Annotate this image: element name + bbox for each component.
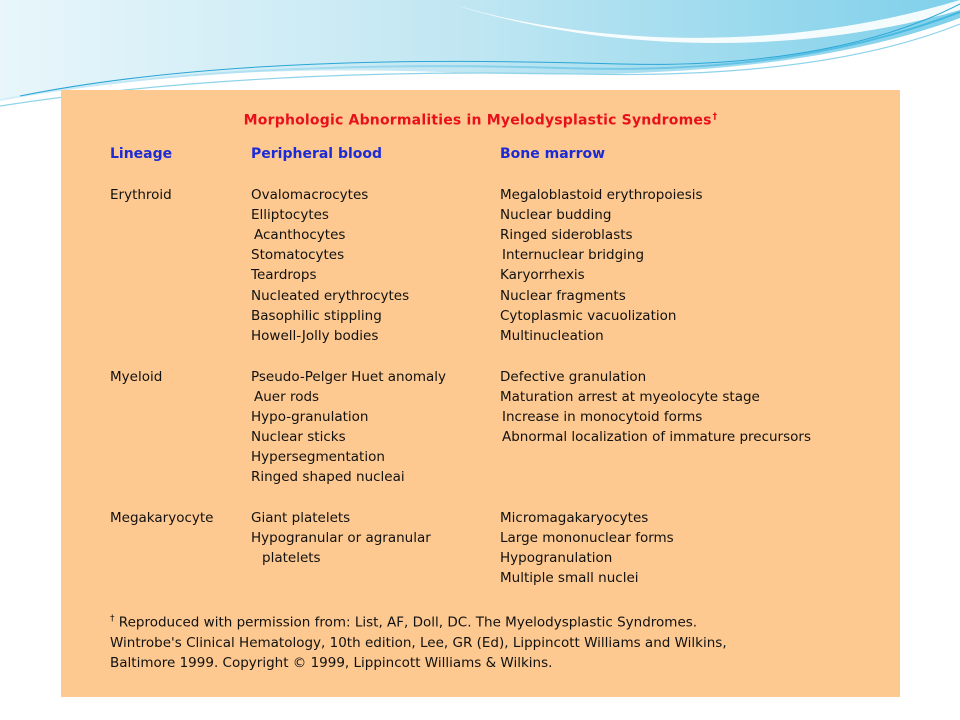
marrow-item: Karyorrhexis <box>500 267 585 283</box>
peripheral-item: Hypo-granulation <box>251 409 369 425</box>
marrow-item: Internuclear bridging <box>502 247 645 263</box>
title-footnote-mark: † <box>712 112 718 122</box>
marrow-item: Micromagakaryocytes <box>500 510 649 526</box>
marrow-item: Nuclear fragments <box>500 288 626 304</box>
marrow-item: Megaloblastoid erythropoiesis <box>500 187 703 203</box>
peripheral-item: Ovalomacrocytes <box>251 187 369 203</box>
lineage-myeloid: Myeloid <box>110 369 163 385</box>
peripheral-item: Teardrops <box>251 267 317 283</box>
peripheral-item: Stomatocytes <box>251 247 345 263</box>
peripheral-item: Howell-Jolly bodies <box>251 328 379 344</box>
footnote-mark: † <box>110 614 115 624</box>
marrow-item: Hypogranulation <box>500 550 613 566</box>
lineage-megakaryocyte: Megakaryocyte <box>110 510 214 526</box>
table-title-text: Morphologic Abnormalities in Myelodysplastic Syndromes <box>243 112 712 129</box>
peripheral-item: Nucleated erythrocytes <box>251 288 410 304</box>
peripheral-item: Basophilic stippling <box>251 308 382 324</box>
peripheral-item: Elliptocytes <box>251 207 329 223</box>
peripheral-item: Pseudo-Pelger Huet anomaly <box>251 369 447 385</box>
peripheral-item: Ringed shaped nucleai <box>251 469 405 485</box>
table-panel <box>61 90 900 697</box>
header-lineage: Lineage <box>110 146 173 162</box>
peripheral-item: Hypogranular or agranular <box>251 530 431 546</box>
marrow-item: Abnormal localization of immature precursors <box>502 429 811 445</box>
footnote-line: Baltimore 1999. Copyright © 1999, Lippincott Williams & Wilkins. <box>110 655 553 672</box>
marrow-item: Maturation arrest at myeolocyte stage <box>500 389 760 405</box>
peripheral-item: Hypersegmentation <box>251 449 385 465</box>
peripheral-item: Acanthocytes <box>254 227 346 243</box>
marrow-item: Multinucleation <box>500 328 604 344</box>
peripheral-item: Giant platelets <box>251 510 351 526</box>
marrow-item: Multiple small nuclei <box>500 570 639 586</box>
footnote-line: † Reproduced with permission from: List, AF, Doll, DC. The Myelodysplastic Syndromes. <box>110 614 698 631</box>
marrow-item: Ringed sideroblasts <box>500 227 633 243</box>
peripheral-item: platelets <box>262 550 321 566</box>
footnote <box>110 609 727 674</box>
marrow-item: Cytoplasmic vacuolization <box>500 308 677 324</box>
footnote-line: Wintrobe's Clinical Hematology, 10th edition, Lee, GR (Ed), Lippincott Williams and Wilkins, <box>110 634 727 651</box>
header-bone-marrow: Bone marrow <box>500 146 606 162</box>
table-title <box>61 112 900 129</box>
marrow-item: Increase in monocytoid forms <box>502 409 703 425</box>
marrow-item: Nuclear budding <box>500 207 612 223</box>
lineage-erythroid: Erythroid <box>110 187 172 203</box>
peripheral-item: Auer rods <box>254 389 320 405</box>
marrow-item: Defective granulation <box>500 369 647 385</box>
marrow-item: Large mononuclear forms <box>500 530 674 546</box>
peripheral-item: Nuclear sticks <box>251 429 346 445</box>
header-peripheral-blood: Peripheral blood <box>251 146 383 162</box>
